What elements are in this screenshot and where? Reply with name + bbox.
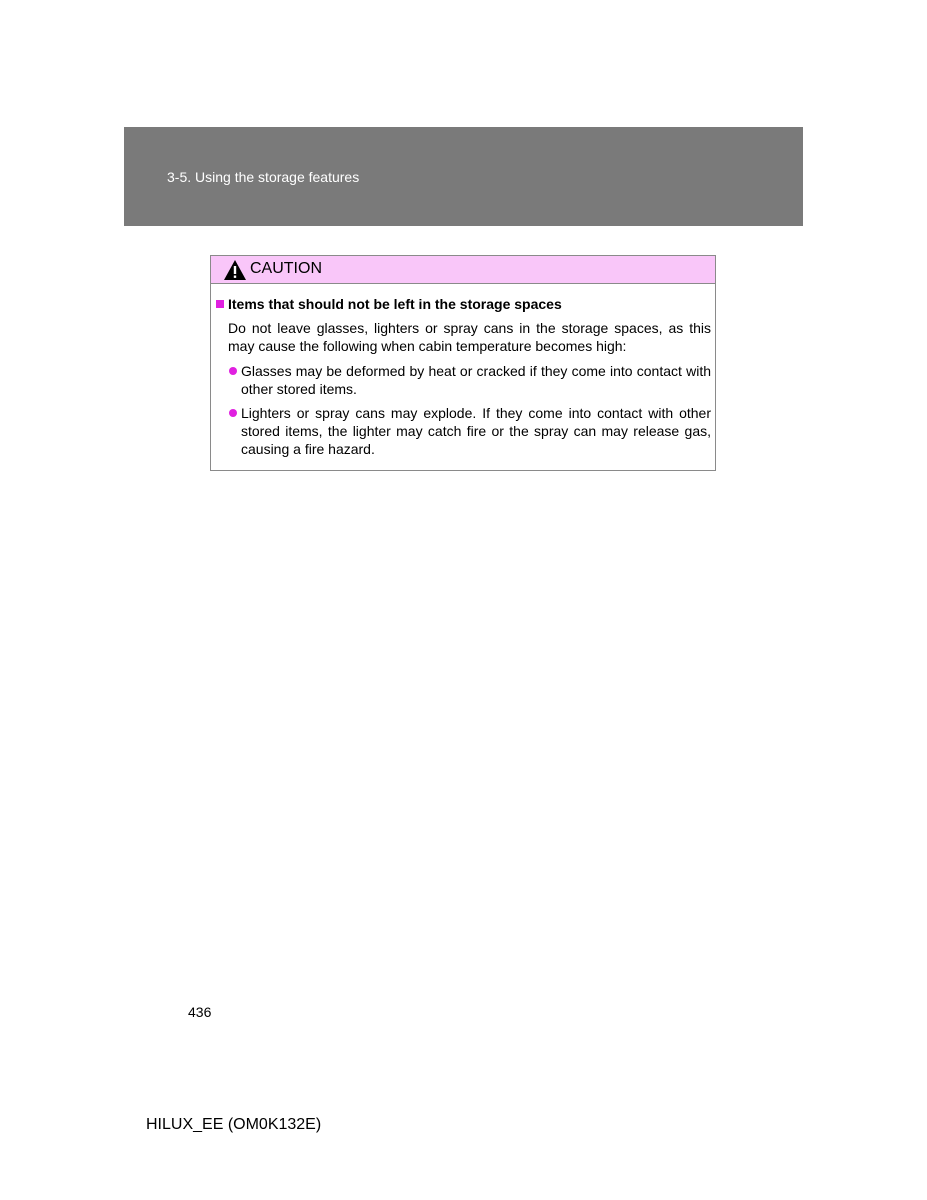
caution-heading: Items that should not be left in the storage spaces — [228, 296, 562, 312]
list-item-text: Glasses may be deformed by heat or cracked if they come into contact with other stored items. — [241, 363, 711, 397]
caution-label: CAUTION — [250, 260, 322, 277]
caution-header — [211, 256, 715, 284]
caution-box — [210, 255, 716, 471]
page-number: 436 — [188, 1004, 212, 1020]
section-header-band — [124, 127, 803, 226]
section-title: 3-5. Using the storage features — [167, 169, 360, 185]
list-item-text: Lighters or spray cans may explode. If they come into contact with other stored items, the lighter may catch fire or the spray can may release gas, causing a fire hazard. — [241, 405, 711, 457]
list-item — [229, 362, 711, 398]
round-bullet-icon — [229, 409, 237, 417]
list-item — [229, 404, 711, 458]
caution-intro: Do not leave glasses, lighters or spray cans in the storage spaces, as this may cause the following when cabin temperature becomes high: — [228, 320, 711, 354]
square-bullet-icon — [216, 300, 224, 308]
document-footer: HILUX_EE (OM0K132E) — [146, 1116, 322, 1133]
caution-heading-row — [216, 296, 562, 314]
round-bullet-icon — [229, 367, 237, 375]
warning-triangle-icon — [223, 259, 247, 281]
